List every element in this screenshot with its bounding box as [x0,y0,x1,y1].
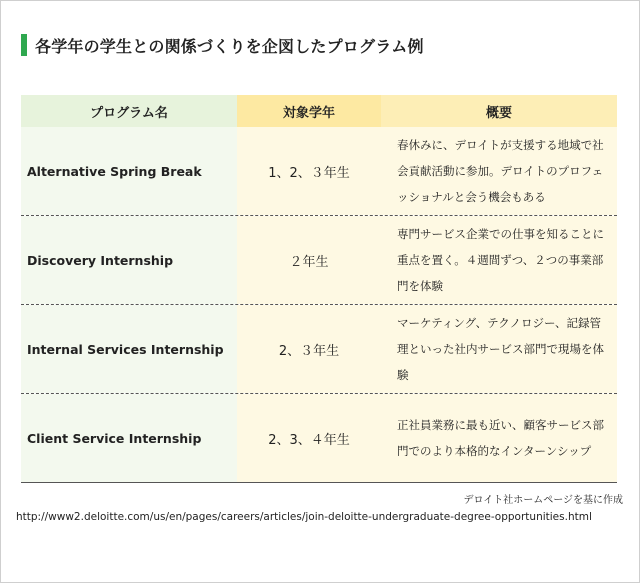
table-row [21,215,617,304]
figure-title-row [21,33,424,57]
source-url: http://www2.deloitte.com/us/en/pages/careers/articles/join-deloitte-undergraduate-degree-opportunities.html [16,511,592,523]
figure-title: 各学年の学生との関係づくりを企図したプログラム例 [35,36,424,56]
summary-cell: 専門サービス企業での仕事を知ることに重点を置く。４週間ずつ、２つの事業部門を体験 [381,216,617,304]
program-table [21,95,617,483]
program-name-cell: Alternative Spring Break [21,127,237,215]
table-row [21,304,617,393]
target-grade-cell: ２年生 [237,216,381,304]
table-row [21,393,617,482]
program-name-cell: Client Service Internship [21,394,237,482]
title-accent-bar [21,34,27,56]
header-target-grade: 対象学年 [237,95,381,127]
target-grade-cell: 2、３年生 [237,305,381,393]
source-note: デロイト社ホームページを基に作成 [463,495,623,506]
summary-cell: 春休みに、デロイトが支援する地域で社会貢献活動に参加。デロイトのプロフェッショナルと会う機会もある [381,127,617,215]
summary-cell: マーケティング、テクノロジー、記録管理といった社内サービス部門で現場を体験 [381,305,617,393]
table-row [21,127,617,215]
header-summary: 概要 [381,95,617,127]
target-grade-cell: 1、2、３年生 [237,127,381,215]
summary-cell: 正社員業務に最も近い、顧客サービス部門でのより本格的なインターンシップ [381,394,617,482]
target-grade-cell: 2、3、４年生 [237,394,381,482]
program-name-cell: Discovery Internship [21,216,237,304]
program-name-cell: Internal Services Internship [21,305,237,393]
table-header-row [21,95,617,127]
header-program-name: プログラム名 [21,95,237,127]
